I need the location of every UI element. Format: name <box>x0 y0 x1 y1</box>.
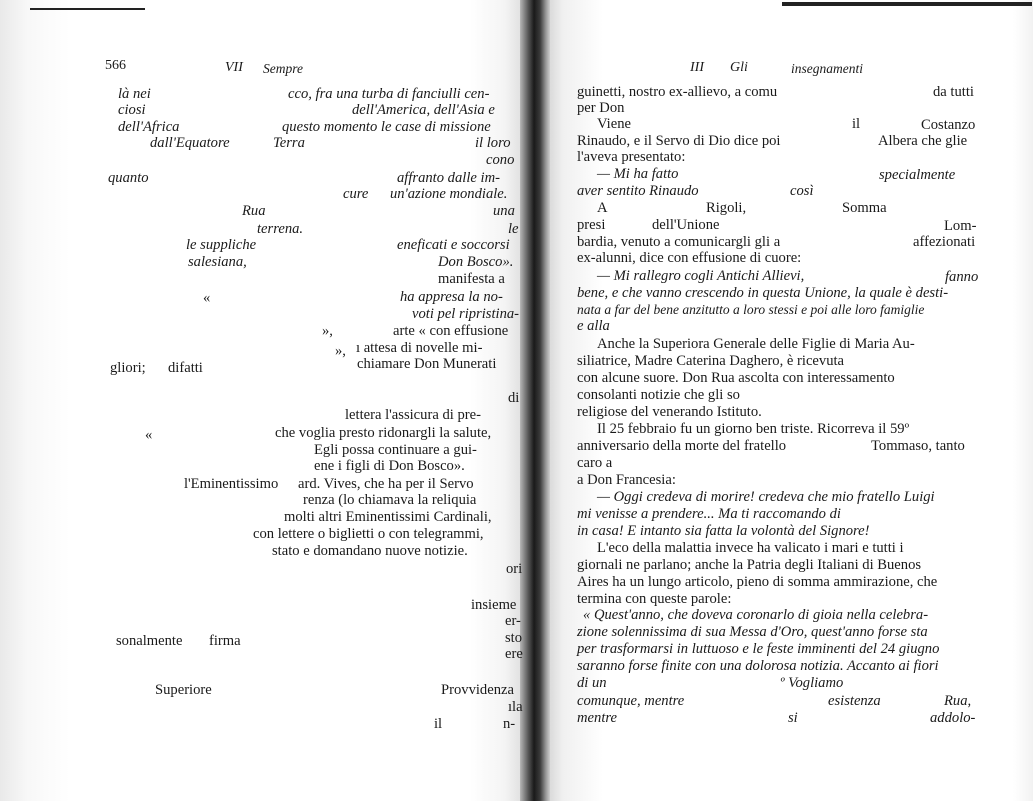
running-head-right-part: III <box>690 60 704 75</box>
text-fragment: mi venisse a prendere... Ma ti raccomando di <box>577 506 841 522</box>
running-head-right-mid: Gli <box>730 60 748 75</box>
text-fragment: l'aveva presentato: <box>577 149 686 165</box>
text-fragment: sto <box>505 630 523 646</box>
text-fragment: dell'Unione <box>652 217 720 233</box>
text-fragment: termina con queste parole: <box>577 591 732 607</box>
text-fragment: voti pel ripristina- <box>412 306 520 322</box>
running-head-left-part: VII <box>225 60 243 75</box>
text-fragment: di <box>508 390 520 406</box>
text-fragment: giornali ne parlano; anche la Patria degli Italiani di Buenos <box>577 557 922 573</box>
top-rule-left <box>30 8 145 10</box>
text-fragment: ene i figli di Don Bosco». <box>314 458 465 474</box>
text-fragment: religiose del venerando Istituto. <box>577 404 762 420</box>
text-fragment: cco, fra una turba di fanciulli cen- <box>288 86 490 102</box>
text-fragment: si <box>788 710 798 726</box>
text-fragment: stato e domandano nuove notizie. <box>272 543 468 559</box>
text-fragment: Rigoli, <box>706 200 747 216</box>
text-fragment: a Don Francesia: <box>577 472 676 488</box>
text-fragment: A <box>597 200 608 216</box>
text-fragment: il loro <box>475 135 511 151</box>
text-fragment: º Vogliamo <box>780 675 844 691</box>
text-fragment: ıla <box>508 699 523 715</box>
text-fragment: il <box>434 716 443 732</box>
text-fragment: manifesta a <box>438 271 505 287</box>
text-fragment: ere <box>505 646 523 662</box>
text-fragment: zione solennissima di sua Messa d'Oro, quest'anno forse sta <box>577 624 928 640</box>
text-fragment: anniversario della morte del fratello <box>577 438 787 454</box>
text-fragment: dell'Africa <box>118 119 180 135</box>
text-fragment: Viene <box>597 116 631 132</box>
text-fragment: cure <box>343 186 369 202</box>
text-fragment: che voglia presto ridonargli la salute, <box>275 425 492 441</box>
book-gutter <box>520 0 550 801</box>
text-fragment: Rua <box>242 203 266 219</box>
text-fragment: bardia, venuto a comunicargli gli a <box>577 234 781 250</box>
text-fragment: gliori; <box>110 360 146 376</box>
text-fragment: dell'America, dell'Asia e <box>352 102 495 118</box>
text-fragment: Somma <box>842 200 887 216</box>
text-fragment: n- <box>503 716 516 732</box>
text-fragment: caro a <box>577 455 613 471</box>
text-fragment: specialmente <box>879 167 956 183</box>
text-fragment: — Mi rallegro cogli Antichi Allievi, <box>597 268 805 284</box>
text-fragment: ı attesa di novelle mi- <box>356 340 483 356</box>
text-fragment: difatti <box>168 360 203 376</box>
top-rule-right <box>782 2 1032 6</box>
text-fragment: Egli possa continuare a gui- <box>314 442 477 458</box>
text-fragment: aver sentito Rinaudo <box>577 183 699 199</box>
text-fragment: Provvidenza <box>441 682 514 698</box>
text-fragment: Albera che glie <box>878 133 968 149</box>
text-fragment: presi <box>577 217 606 233</box>
text-fragment: per Don <box>577 100 625 116</box>
text-fragment: firma <box>209 633 241 649</box>
running-head-right-title: insegnamenti <box>791 61 863 76</box>
text-fragment: arte « con effusione <box>393 323 509 339</box>
text-fragment: — Oggi credeva di morire! credeva che mio fratello Luigi <box>597 489 935 505</box>
running-head-left-title: Sempre <box>263 61 303 76</box>
text-fragment: ex-alunni, dice con effusione di cuore: <box>577 250 802 266</box>
text-fragment: una <box>493 203 515 219</box>
text-fragment: Rua, <box>944 693 972 709</box>
text-fragment: « <box>203 290 211 306</box>
text-fragment: l'Eminentissimo <box>184 476 279 492</box>
text-fragment: per trasformarsi in luttuoso e le feste imminenti del 24 giugno <box>577 641 940 657</box>
text-fragment: questo momento le case di missione <box>282 119 491 135</box>
text-fragment: Aires ha un lungo articolo, pieno di somma ammirazione, che <box>577 574 938 590</box>
text-fragment: cono <box>486 152 515 168</box>
text-fragment: con alcune suore. Don Rua ascolta con interessamento <box>577 370 895 386</box>
text-fragment: « Quest'anno, che doveva coronarlo di gioia nella celebra- <box>583 607 929 623</box>
text-fragment: guinetti, nostro ex-allievo, a comu <box>577 84 778 100</box>
text-fragment: dall'Equatore <box>150 135 230 151</box>
text-fragment: ard. Vives, che ha per il Servo <box>298 476 474 492</box>
text-fragment: Tommaso, tanto <box>871 438 965 454</box>
text-fragment: consolanti notizie che gli so <box>577 387 740 403</box>
text-fragment: insieme <box>471 597 517 613</box>
text-fragment: », <box>322 323 333 339</box>
text-fragment: ha appresa la no- <box>400 289 503 305</box>
text-fragment: renza (lo chiamava la reliquia <box>303 492 477 508</box>
text-fragment: da tutti <box>933 84 974 100</box>
text-fragment: un'azione mondiale. <box>390 186 508 202</box>
text-fragment: là nei <box>118 86 151 102</box>
text-fragment: comunque, mentre <box>577 693 685 709</box>
text-fragment: terrena. <box>257 221 304 237</box>
page-number-left: 566 <box>105 58 126 73</box>
text-fragment: Superiore <box>155 682 212 698</box>
text-fragment: Il 25 febbraio fu un giorno ben triste. Ricorreva il 59º <box>597 421 910 437</box>
text-fragment: saranno forse finite con una dolorosa notizia. Accanto ai fiori <box>577 658 939 674</box>
text-fragment: sonalmente <box>116 633 183 649</box>
text-fragment: chiamare Don Munerati <box>357 356 497 372</box>
text-fragment: il <box>852 116 861 132</box>
text-fragment: L'eco della malattia invece ha valicato i mari e tutti i <box>597 540 904 556</box>
text-fragment: addolo- <box>930 710 976 726</box>
text-fragment: ori <box>506 561 523 577</box>
text-fragment: esistenza <box>828 693 881 709</box>
text-fragment: « <box>145 427 153 443</box>
text-fragment: le <box>508 221 519 237</box>
text-fragment: Rinaudo, e il Servo di Dio dice poi <box>577 133 781 149</box>
text-fragment: Lom- <box>944 218 977 234</box>
text-fragment: le suppliche <box>186 237 257 253</box>
text-fragment: e alla <box>577 318 610 334</box>
text-fragment: Terra <box>273 135 305 151</box>
text-fragment: salesiana, <box>188 254 247 270</box>
text-fragment: Don Bosco». <box>438 254 514 270</box>
text-fragment: fanno <box>945 269 979 285</box>
text-fragment: in casa! E intanto sia fatta la volontà del Signore! <box>577 523 870 539</box>
text-fragment: molti altri Eminentissimi Cardinali, <box>284 509 492 525</box>
text-fragment: così <box>790 183 814 199</box>
text-fragment: con lettere o biglietti o con telegrammi, <box>253 526 484 542</box>
text-fragment: — Mi ha fatto <box>597 166 679 182</box>
text-fragment: di un <box>577 675 607 691</box>
text-fragment: Anche la Superiora Generale delle Figlie di Maria Au- <box>597 336 915 352</box>
text-fragment: er- <box>505 613 521 629</box>
text-fragment: bene, e che vanno crescendo in questa Unione, la quale è desti- <box>577 285 949 301</box>
text-fragment: quanto <box>108 170 149 186</box>
text-fragment: eneficati e soccorsi <box>397 237 510 253</box>
text-fragment: ciosi <box>118 102 146 118</box>
text-fragment: Costanzo <box>921 117 976 133</box>
text-fragment: nata a far del bene anzitutto a loro stessi e poi alle loro famiglie <box>577 302 925 317</box>
text-fragment: mentre <box>577 710 617 726</box>
text-fragment: affezionati <box>913 234 976 250</box>
text-fragment: lettera l'assicura di pre- <box>345 407 481 423</box>
text-fragment: affranto dalle im- <box>397 170 500 186</box>
text-fragment: », <box>335 343 346 359</box>
text-fragment: siliatrice, Madre Caterina Daghero, è ricevuta <box>577 353 845 369</box>
